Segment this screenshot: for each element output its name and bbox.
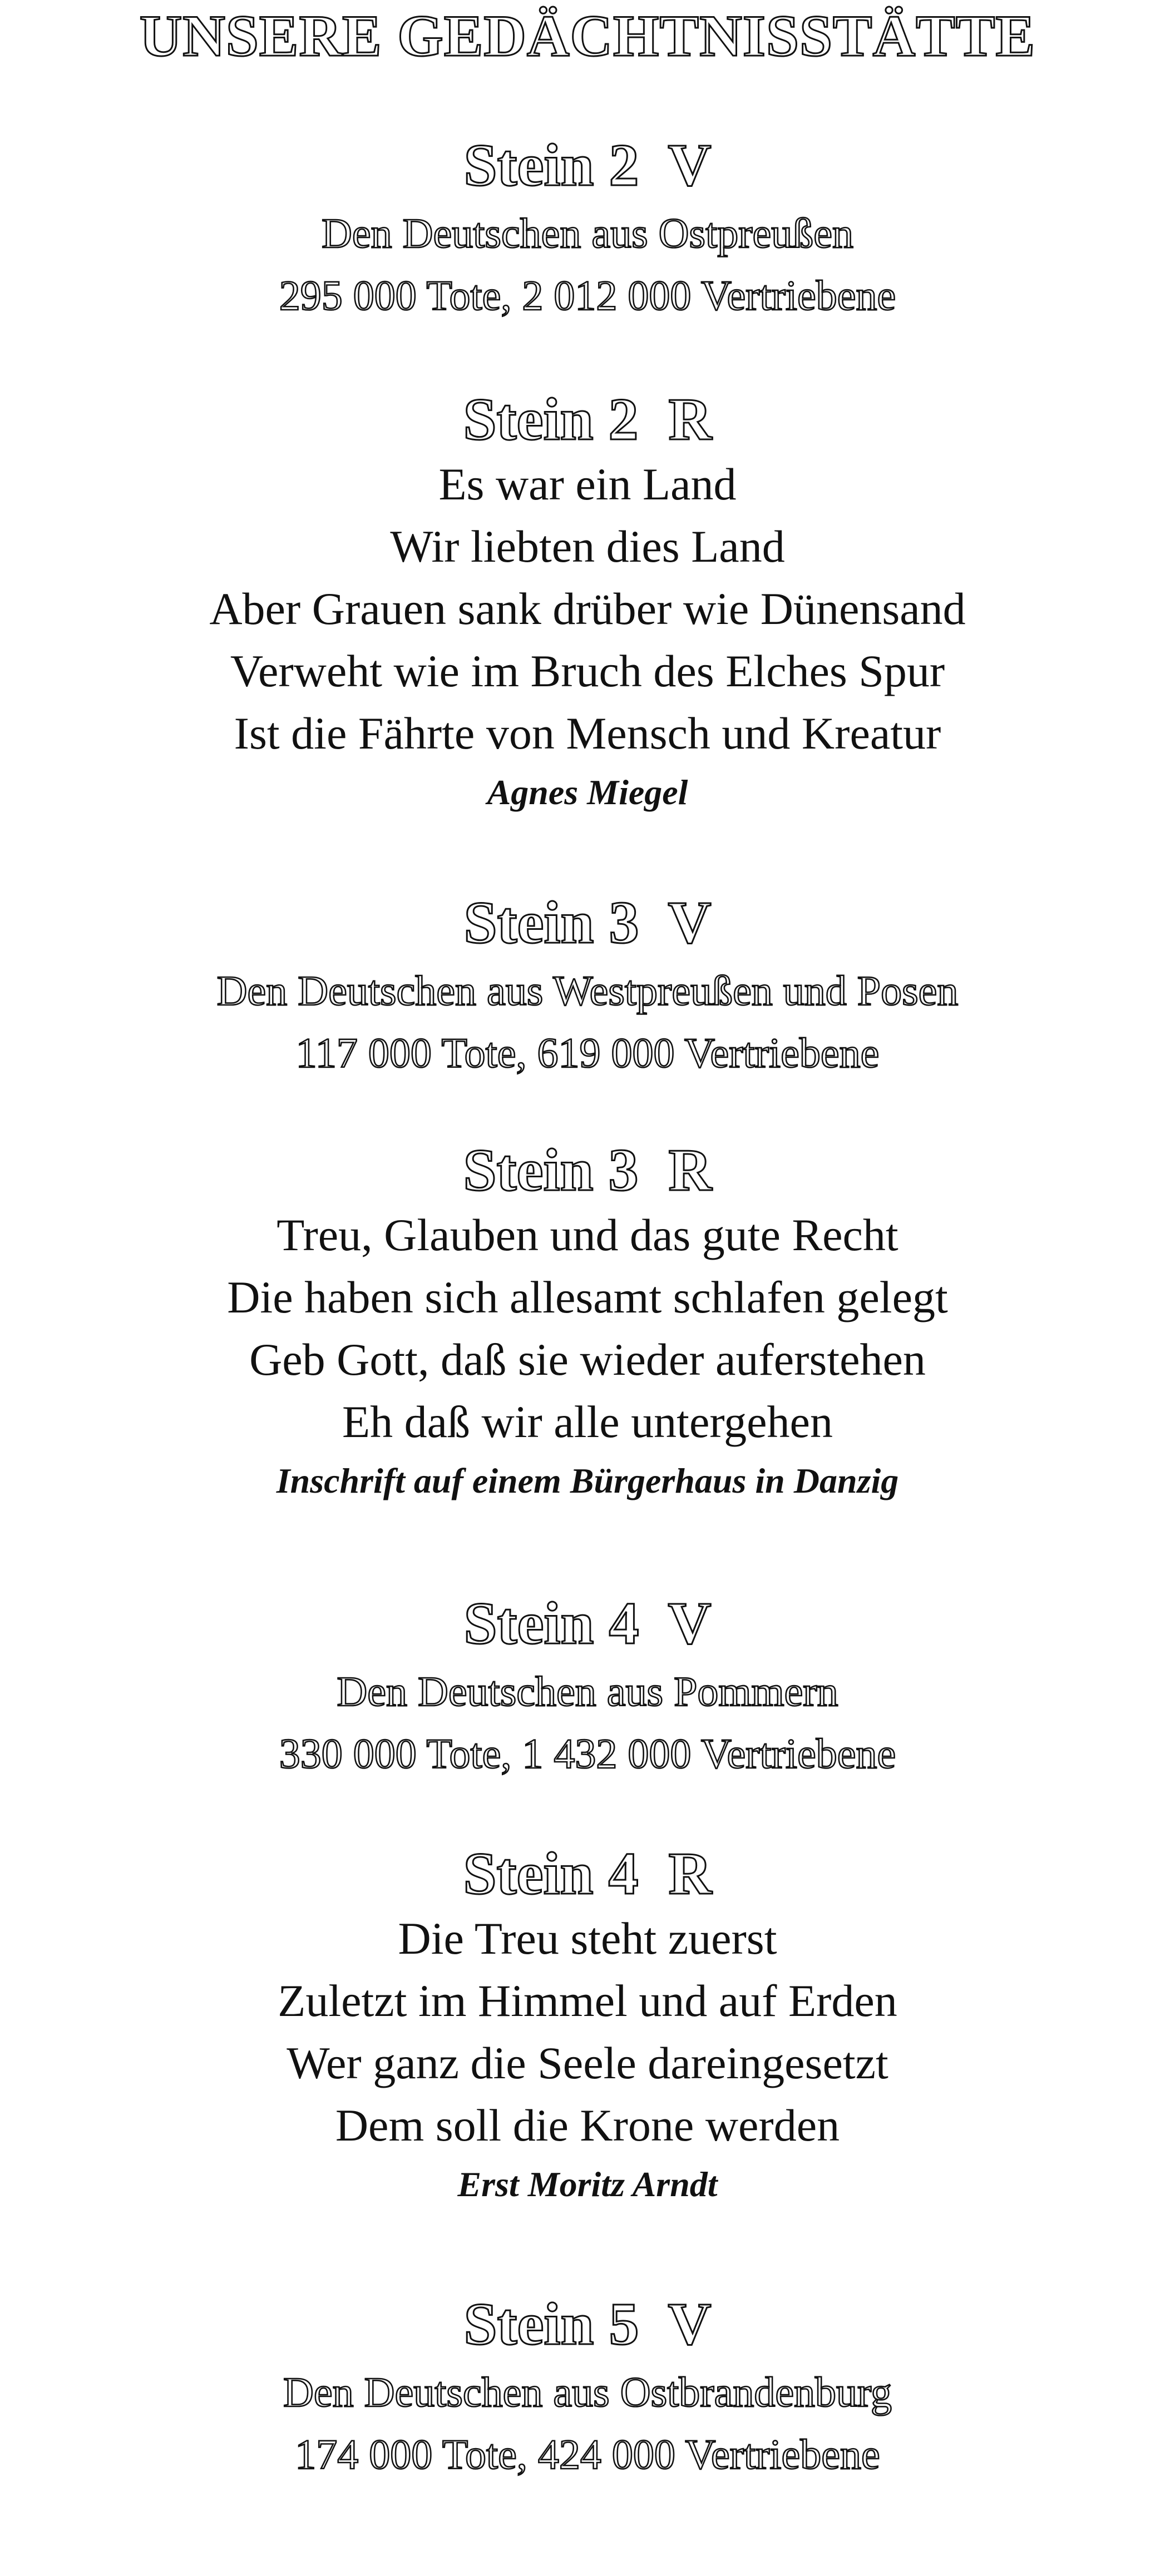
stone-section-5-front [0,2291,1175,2486]
page-title: UNSERE GEDÄCHTNISSTÄTTE [139,3,1036,68]
casualty-stats: 295 000 Tote, 2 012 000 Vertriebene [279,273,896,319]
stone-heading: Stein 3 R [463,1137,712,1203]
verse-line: Aber Grauen sank drüber wie Dünensand [209,583,966,634]
verse-line: Geb Gott, daß sie wieder auferstehen [249,1334,926,1385]
verse-line: Ist die Fährte von Mensch und Kreatur [234,708,941,759]
verse-line: Wer ganz die Seele dareingesetzt [287,2038,888,2088]
verse-line: Verweht wie im Bruch des Elches Spur [230,646,945,696]
stone-heading: Stein 2 V [463,132,712,199]
casualty-stats: 330 000 Tote, 1 432 000 Vertriebene [279,1731,896,1777]
stone-heading: Stein 4 R [463,1841,712,1907]
stone-section-4-front [0,1591,1175,1785]
verse-author: Agnes Miegel [487,772,688,812]
verse-line: Wir liebten dies Land [390,521,785,572]
stone-section-4-back [0,1841,1175,2212]
verse-line: Die Treu steht zuerst [398,1913,777,1964]
casualty-stats: 174 000 Tote, 424 000 Vertriebene [295,2431,880,2478]
verse-line: Dem soll die Krone werden [335,2100,840,2151]
stone-section-3-front [0,890,1175,1084]
stone-heading: Stein 5 V [463,2291,712,2357]
stone-section-2-front [0,132,1175,327]
verse-author: Erst Moritz Arndt [457,2164,718,2204]
verse-line: Die haben sich allesamt schlafen gelegt [227,1272,948,1322]
dedication-line: Den Deutschen aus Pommern [337,1668,838,1715]
stone-heading: Stein 4 V [463,1591,712,1657]
verse-line: Eh daß wir alle untergehen [342,1396,833,1447]
dedication-line: Den Deutschen aus Ostbrandenburg [283,2369,892,2416]
stone-section-3-back [0,1137,1175,1509]
stone-heading: Stein 2 R [463,387,712,453]
stone-heading: Stein 3 V [463,890,712,956]
verse-line: Es war ein Land [438,459,737,509]
dedication-line: Den Deutschen aus Westpreußen und Posen [216,968,959,1014]
verse-line: Zuletzt im Himmel und auf Erden [278,1975,897,2026]
dedication-line: Den Deutschen aus Ostpreußen [321,210,854,257]
verse-author: Inschrift auf einem Bürgerhaus in Danzig [276,1461,899,1500]
casualty-stats: 117 000 Tote, 619 000 Vertriebene [295,1030,880,1077]
verse-line: Treu, Glauben und das gute Recht [277,1210,898,1260]
stone-section-2-back [0,387,1175,820]
